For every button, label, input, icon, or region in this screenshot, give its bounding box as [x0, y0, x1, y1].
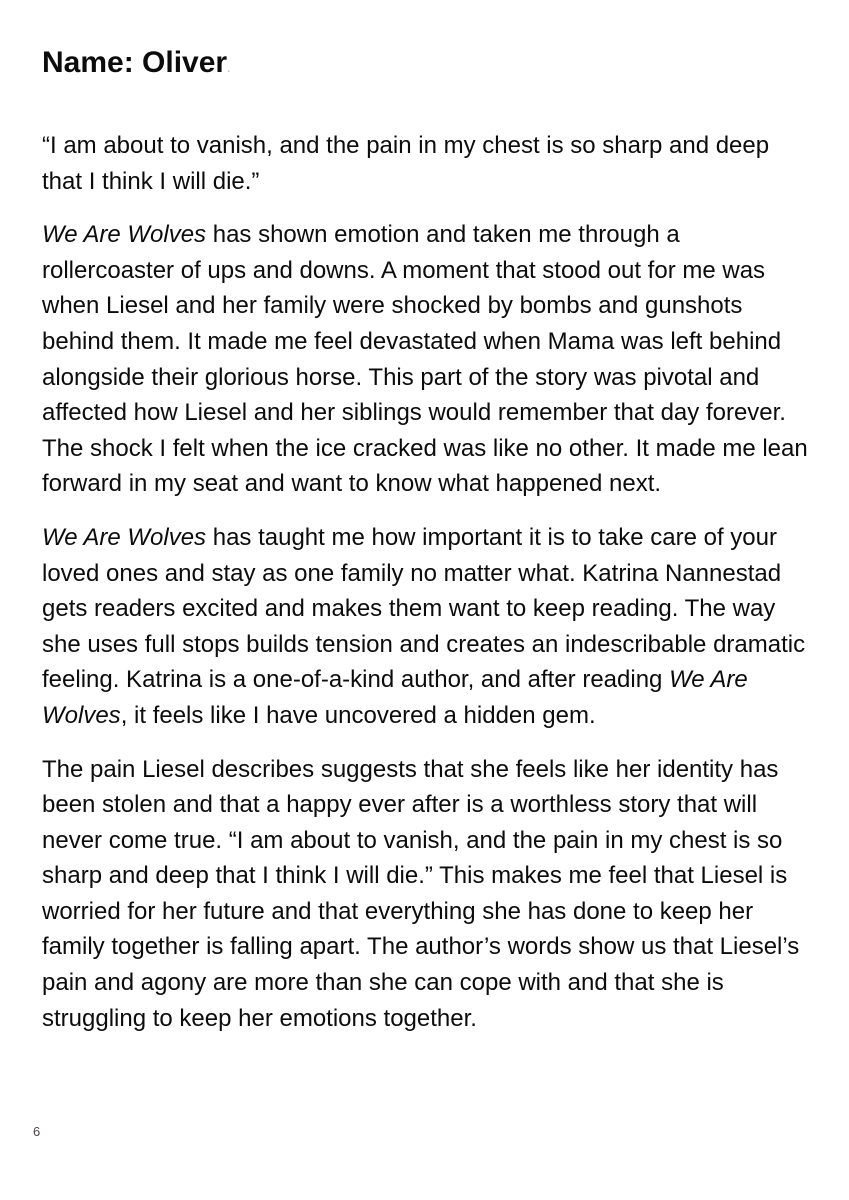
heading-trailing-period: . [227, 63, 231, 75]
paragraph-quote [42, 128, 814, 199]
text-run: “I am about to vanish, and the pain in my chest is so sharp and deep that I think I will die.” [42, 132, 770, 195]
page-title-text: Name: Oliver [42, 46, 228, 79]
paragraph-body-3 [42, 752, 814, 1037]
book-title: We Are Wolves [42, 523, 207, 551]
page-title [42, 46, 814, 86]
text-run: has taught me how important it is to take care of your loved ones and stay as one family no matter what. Katrina Nannestad gets readers excited and makes them want to keep reading. The way she uses full stops builds tension and creates an indescribable dramatic feeling. Katrina is a one-of-a-kind author, and after reading [42, 523, 806, 694]
paragraph-body-1 [42, 217, 814, 502]
text-run: has shown emotion and taken me through a rollercoaster of ups and downs. A moment that stood out for me was when Liesel and her family were shocked by bombs and gunshots behind them. It made me feel devastated when Mama was left behind alongside their glorious horse. This part of the story was pivotal and affected how Liesel and her siblings would remember that day forever. The shock I felt when the ice cracked was like no other. It made me lean forward in my seat and want to know what happened next. [42, 221, 808, 498]
text-run: The pain Liesel describes suggests that she feels like her identity has been stolen and that a happy ever after is a worthless story that will never come true. “I am about to vanish, and the pain in my chest is so sharp and deep that I think I will die.” This makes me feel that Liesel is worried for her future and that everything she has done to keep her family together is falling apart. The author’s words show us that Liesel’s pain and agony are more than she can cope with and that she is struggling to keep her emotions together. [42, 755, 800, 1032]
paragraph-body-2 [42, 520, 814, 734]
book-title: We Are Wolves [42, 221, 207, 249]
page-number: 6 [33, 1124, 41, 1139]
text-run: , it feels like I have uncovered a hidden gem. [120, 701, 596, 729]
book-title: We Are Wolves [42, 666, 748, 729]
